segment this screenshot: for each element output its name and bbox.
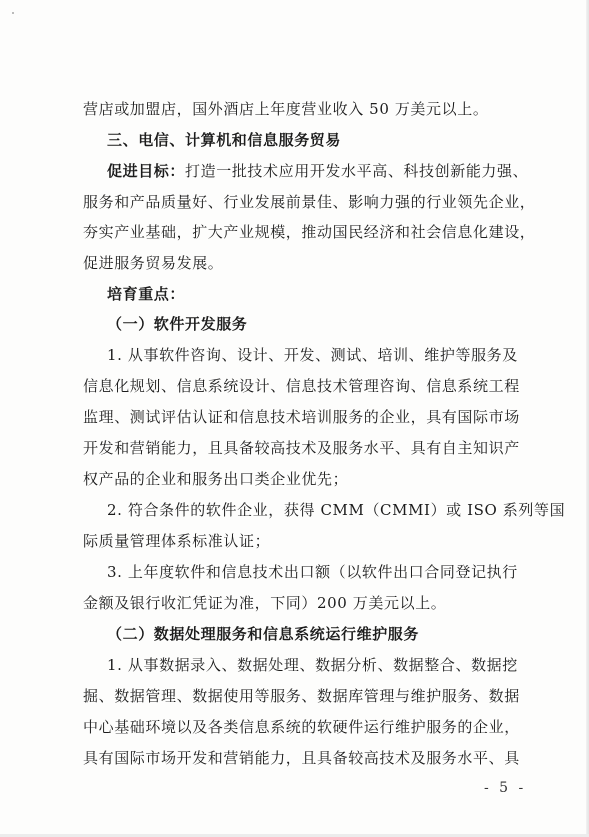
subsection-heading: （一）软件开发服务 (107, 315, 248, 333)
goal-text: 打造一批技术应用开发水平高、科技创新能力强、 (185, 162, 529, 180)
paragraph-line: 具有国际市场开发和营销能力，且具备较高技术及服务水平、具 (83, 749, 520, 767)
focus-heading: 培育重点： (107, 285, 186, 303)
paragraph-line: 际质量管理体系标准认证； (83, 532, 271, 550)
goal-label: 促进目标： (107, 162, 186, 180)
scan-speck (12, 12, 14, 14)
paragraph-line: 权产品的企业和服务出口类企业优先； (83, 470, 349, 488)
paragraph-line: 开发和营销能力，且具备较高技术及服务水平、具有自主知识产 (83, 439, 520, 457)
paragraph-line: 掘、数据管理、数据使用等服务、数据库管理与维护服务、数据 (83, 687, 520, 705)
paragraph-line: 信息化规划、信息系统设计、信息技术管理咨询、信息系统工程 (83, 377, 520, 395)
paragraph-line: 监理、测试评估认证和信息技术培训服务的企业，具有国际市场 (83, 408, 520, 426)
goal-line (107, 161, 528, 181)
paragraph-line: 1. 从事数据录入、数据处理、数据分析、数据整合、数据挖 (107, 656, 518, 674)
subsection-heading: （二）数据处理服务和信息系统运行维护服务 (107, 625, 420, 643)
paragraph-line: 3. 上年度软件和信息技术出口额（以软件出口合同登记执行 (107, 563, 518, 581)
page-number: - 5 - (484, 780, 527, 796)
paragraph-line: 夯实产业基础，扩大产业规模，推动国民经济和社会信息化建设， (83, 223, 536, 241)
paragraph-line: 1. 从事软件咨询、设计、开发、测试、培训、维护等服务及 (107, 346, 518, 364)
paragraph-line: 促进服务贸易发展。 (83, 254, 224, 272)
paragraph-line: 服务和产品质量好、行业发展前景佳、影响力强的行业领先企业， (83, 193, 536, 211)
paragraph-line: 金额及银行收汇凭证为准，下同）200 万美元以上。 (83, 594, 447, 612)
paragraph-line: 营店或加盟店，国外酒店上年度营业收入 50 万美元以上。 (83, 100, 489, 118)
paragraph-line: 2. 符合条件的软件企业，获得 CMM（CMMI）或 ISO 系列等国 (107, 501, 566, 519)
section-heading: 三、电信、计算机和信息服务贸易 (107, 131, 342, 149)
paragraph-line: 中心基础环境以及各类信息系统的软硬件运行维护服务的企业， (83, 718, 520, 736)
